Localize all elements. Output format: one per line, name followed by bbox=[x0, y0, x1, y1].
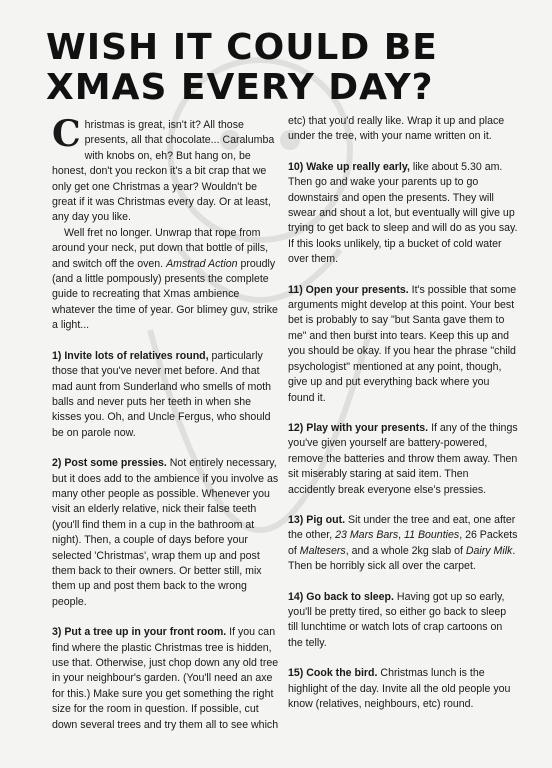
section-body: Not entirely necessary, but it does add to the ambience if you involve as many other people as possible. Whenever you visit an elderly relative, nick their false teeth (you'll find them in a cup in the bathroom at night). Then, a couple of days before your selected 'Christmas', wrap them up and post them back to their owners. Or better still, mix them up and post them back to the wrong people. bbox=[52, 457, 279, 608]
intro-text: hristmas is great, isn't it? All those presents, all that chocolate... Caralumba with knobs on, eh? But hang on, be honest, don't you reckon it's a bit crap that we only get one Christmas a year? Wouldn't be great if it was Christmas every day. Or at least, any day you like. bbox=[52, 119, 275, 224]
left-column bbox=[52, 113, 282, 748]
section-body: If you can find where the plastic Christmas tree is hidden, use that. Otherwise, just chop down any old tree in your neighbour's garden. (You'll need an axe for this.) Make sure you get something the right size for the room in question. If possible, cut down several trees and try them all to see which bbox=[52, 626, 279, 731]
section-12 bbox=[288, 421, 518, 498]
section-heading: 15) Cook the bird. bbox=[288, 667, 378, 680]
section-11 bbox=[288, 283, 518, 406]
product-name: 11 Bounties bbox=[404, 529, 460, 542]
section-body: particularly those that you've never met before. And that mad aunt from Sunderland who smells of moth balls and never puts her teeth in when she kisses you. Oh, and Uncle Fergus, who should be on parole now. bbox=[52, 349, 272, 439]
product-name: 23 Mars Bars bbox=[335, 529, 399, 542]
section-heading: 10) Wake up really early, bbox=[288, 160, 410, 173]
section-body: , bbox=[398, 529, 405, 542]
section-heading: 1) Invite lots of relatives round, bbox=[52, 349, 209, 362]
intro2-text-a: Well fret no longer. Unwrap that rope from around your neck, put down that bottle of pills, and switch off the oven. bbox=[52, 226, 269, 270]
intro-paragraph-2 bbox=[52, 226, 282, 334]
section-body: , 26 Packets of bbox=[288, 529, 518, 557]
drop-cap: C bbox=[52, 113, 81, 155]
section-heading: 14) Go back to sleep. bbox=[288, 590, 394, 603]
section-heading: 3) Put a tree up in your front room. bbox=[52, 626, 227, 639]
section-14 bbox=[288, 590, 518, 652]
section-3 bbox=[52, 625, 282, 733]
section-body: If any of the things you've given yourself are battery-powered, remove the batteries and throw them away. Then sit miserably staring at said item. Then accidently break everyone else's pressies. bbox=[288, 421, 518, 496]
section-body: Christmas lunch is the highlight of the day. Invite all the old people you know (relatives, neighbours, etc) round. bbox=[288, 667, 511, 710]
page-title bbox=[46, 28, 516, 108]
section-13 bbox=[288, 513, 518, 575]
product-name: Maltesers bbox=[299, 544, 346, 557]
section-10 bbox=[288, 160, 518, 268]
section-heading: 13) Pig out. bbox=[288, 513, 346, 526]
section-heading: 2) Post some pressies. bbox=[52, 457, 167, 470]
section-15 bbox=[288, 666, 518, 712]
intro-paragraph bbox=[52, 113, 282, 226]
section-body: like about 5.30 am. Then go and wake your parents up to go downstairs and open the presents. They will swear and shout a lot, but eventually will give up trying to get back to sleep and will do as you say. If this looks unlikely, tip a bucket of cold water over them. bbox=[288, 160, 518, 266]
section-heading: 12) Play with your presents. bbox=[288, 421, 429, 434]
continued-text: etc) that you'd really like. Wrap it up and place under the tree, with your name written on it. bbox=[288, 115, 505, 143]
intro2-text-b: proudly (and a little pompously) presents the complete guide to recreating that Xmas ambience whatever the time of year. Gor blimey guv, strike a light... bbox=[52, 257, 278, 332]
section-body: Sit under the tree and eat, one after the other, bbox=[288, 513, 516, 542]
section-body: Having got up so early, you'll be pretty tired, so either go back to sleep till lunchtime or watch lots of crap cartoons on the telly. bbox=[288, 590, 507, 649]
right-column bbox=[288, 114, 518, 727]
section-2 bbox=[52, 456, 282, 610]
section-body: . Then be horribly sick all over the carpet. bbox=[288, 544, 516, 573]
section-1 bbox=[52, 349, 282, 441]
title-line-1: WISH IT COULD BE bbox=[46, 27, 438, 68]
product-name: Dairy Milk bbox=[465, 544, 513, 557]
title-line-2: XMAS EVERY DAY? bbox=[46, 67, 434, 108]
magazine-name: Amstrad Action bbox=[166, 257, 238, 270]
section-body: , and a whole 2kg slab of bbox=[345, 544, 466, 557]
section-heading: 11) Open your presents. bbox=[288, 283, 409, 296]
section-body: It's possible that some arguments might develop at this point. Your best bet is probably to say "but Santa gave them to me" and then burst into tears. Keep this up and you should be okay. If you hear the phrase "child psychologist" mentioned at any point, though, give up and put everything back where you found it. bbox=[288, 283, 517, 404]
